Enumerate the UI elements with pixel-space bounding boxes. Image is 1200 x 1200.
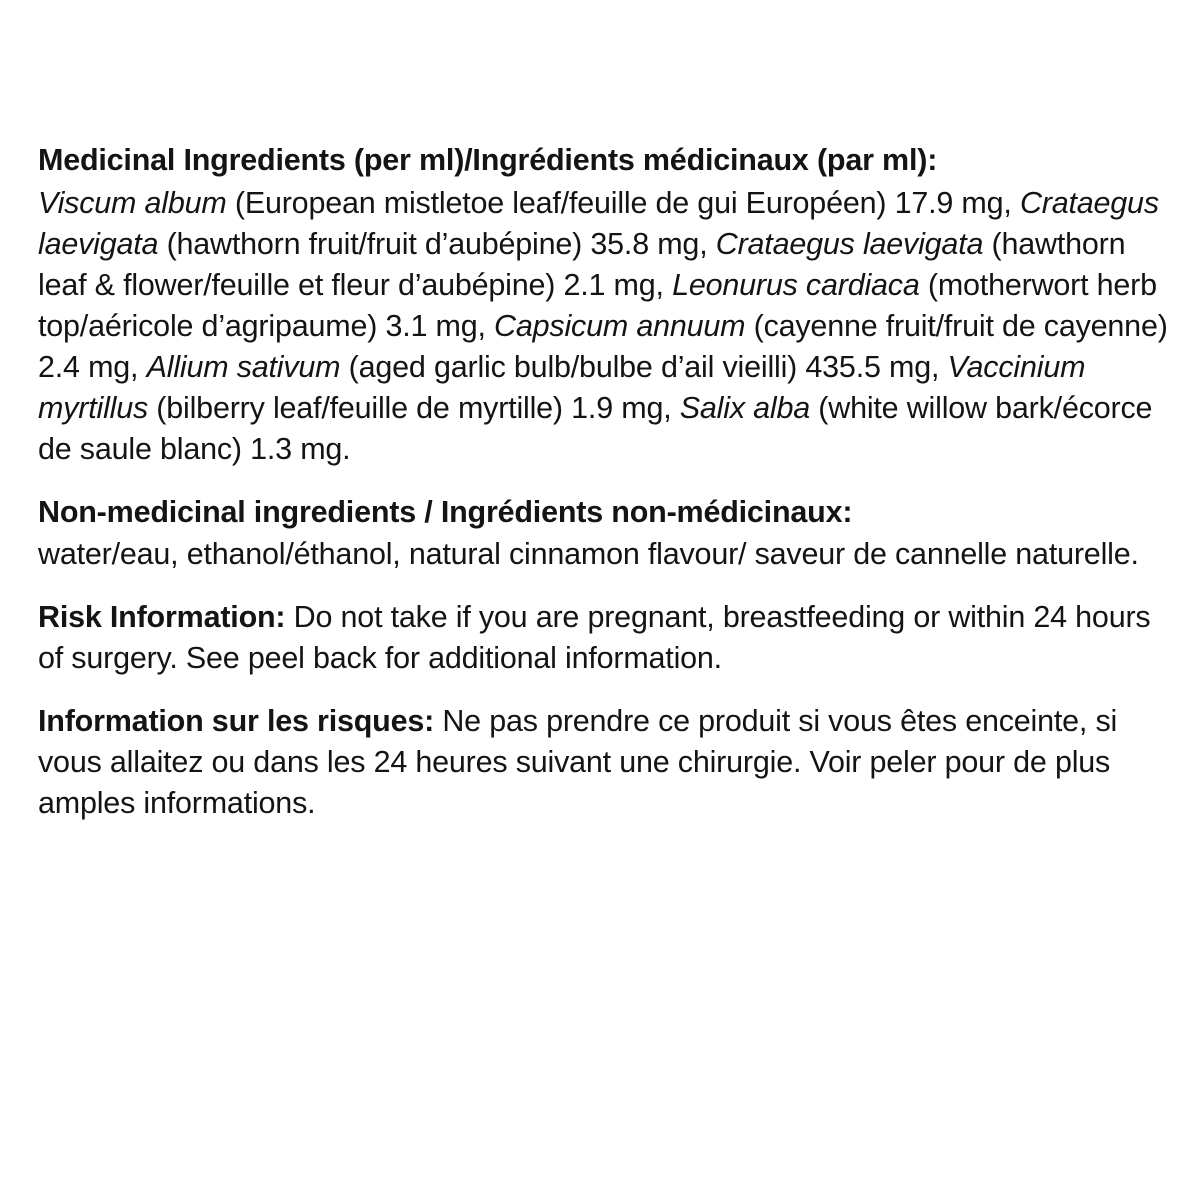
- ingredient-latin-name: Crataegus laevigata: [715, 227, 984, 262]
- ingredient-latin-name: Viscum album: [38, 186, 227, 221]
- ingredient-latin-name: Salix alba: [679, 391, 811, 426]
- medicinal-ingredients-list: [38, 183, 1168, 470]
- risk-information-section: [38, 597, 1168, 679]
- information-risques-section: [38, 701, 1168, 824]
- information-risques-body: Ne pas prendre ce produit si vous êtes enceinte, si vous allaitez ou dans les 24 heures suivant une chirurgie. Voir peler pour de plus amples informations.: [38, 703, 1118, 820]
- ingredient-latin-name: Vaccinium myrtillus: [38, 350, 1086, 426]
- ingredient-common-name: (cayenne fruit/fruit de cayenne) 2.4 mg,: [38, 309, 1168, 385]
- medicinal-ingredients-heading: Medicinal Ingredients (per ml)/Ingrédients médicinaux (par ml):: [38, 143, 938, 177]
- label-panel: [38, 140, 1168, 823]
- information-risques-heading: Information sur les risques:: [38, 703, 435, 738]
- ingredient-common-name: (motherwort herb top/aéricole d’agripaume) 3.1 mg,: [38, 268, 1157, 344]
- ingredient-latin-name: Allium sativum: [146, 350, 341, 385]
- risk-information-heading: Risk Information:: [38, 600, 286, 635]
- ingredient-latin-name: Leonurus cardiaca: [672, 268, 920, 303]
- ingredient-common-name: (European mistletoe leaf/feuille de gui Européen) 17.9 mg,: [226, 186, 1020, 221]
- information-risques-paragraph: [38, 701, 1168, 824]
- non-medicinal-ingredients-body: water/eau, ethanol/éthanol, natural cinnamon flavour/ saveur de cannelle naturelle.: [38, 537, 1139, 572]
- non-medicinal-ingredients-section: [38, 492, 1168, 575]
- ingredient-common-name: (hawthorn leaf & flower/feuille et fleur d’aubépine) 2.1 mg,: [38, 227, 1126, 303]
- ingredient-latin-name: Crataegus laevigata: [38, 186, 1159, 262]
- ingredient-latin-name: Capsicum annuum: [494, 309, 746, 344]
- ingredient-common-name: (white willow bark/écorce de saule blanc) 1.3 mg.: [38, 391, 1153, 467]
- non-medicinal-ingredients-heading: Non-medicinal ingredients / Ingrédients non-médicinaux:: [38, 495, 853, 530]
- ingredient-common-name: (aged garlic bulb/bulbe d’ail vieilli) 435.5 mg,: [340, 350, 948, 385]
- risk-information-paragraph: [38, 597, 1168, 679]
- ingredient-common-name: (bilberry leaf/feuille de myrtille) 1.9 mg,: [148, 391, 680, 426]
- medicinal-ingredients-section: [38, 140, 1168, 470]
- ingredient-common-name: (hawthorn fruit/fruit d’aubépine) 35.8 mg,: [158, 227, 716, 262]
- risk-information-body: Do not take if you are pregnant, breastfeeding or within 24 hours of surgery. See peel back for additional information.: [38, 600, 1151, 676]
